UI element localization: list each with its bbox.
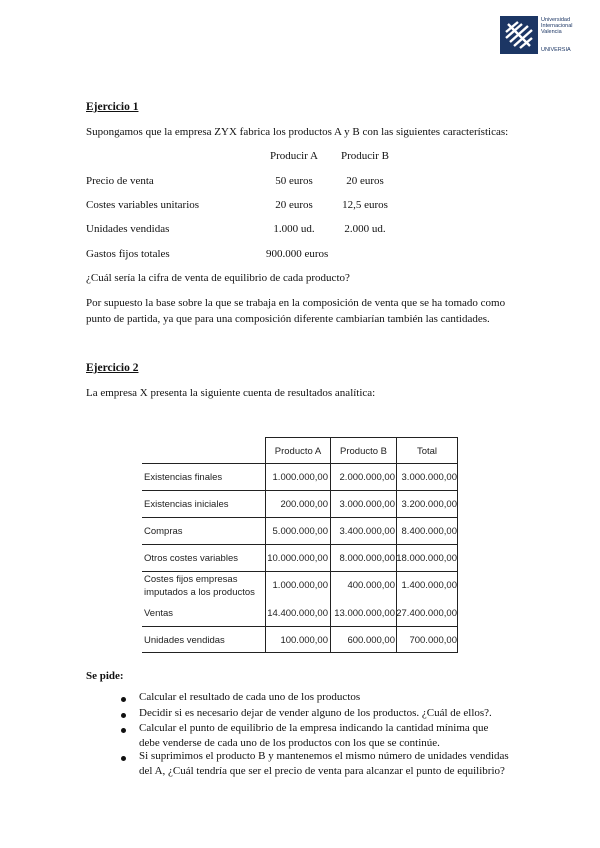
bullet-icon bbox=[121, 756, 126, 761]
ex2-header-product-b: Producto B bbox=[340, 446, 387, 457]
bullet-icon bbox=[121, 697, 126, 702]
ex1-row-label: Unidades vendidas bbox=[86, 223, 170, 235]
ex1-row-a-value: 20 euros bbox=[275, 199, 313, 211]
task-item-line-2: del A, ¿Cuál tendría que ser el precio de venta para alcanzar el punto de equilibrio? bbox=[139, 765, 505, 777]
ex2-cell-total: 700.000,00 bbox=[409, 635, 457, 646]
ex1-intro: Supongamos que la empresa ZYX fabrica los productos A y B con las siguientes características: bbox=[86, 126, 509, 138]
ex1-row-b-value: 12,5 euros bbox=[342, 199, 388, 211]
ex2-row-label: Ventas bbox=[144, 608, 174, 619]
task-item: Calcular el resultado de cada uno de los productos bbox=[139, 691, 361, 703]
ex2-cell-b: 3.400.000,00 bbox=[339, 526, 395, 537]
ex1-title: Ejercicio 1 bbox=[86, 101, 139, 113]
ex2-cell-b: 600.000,00 bbox=[347, 635, 395, 646]
logo-tag: UNIVERSIA bbox=[541, 47, 571, 53]
ex2-cell-a: 5.000.000,00 bbox=[272, 526, 328, 537]
ex1-fixed-costs-value: 900.000 euros bbox=[266, 248, 329, 260]
ex1-col-a-header: Producir A bbox=[270, 150, 318, 162]
tasks-title: Se pide: bbox=[86, 670, 124, 682]
ex2-cell-a: 100.000,00 bbox=[280, 635, 328, 646]
ex2-cell-a: 1.000.000,00 bbox=[272, 580, 328, 591]
ex2-cell-a: 1.000.000,00 bbox=[272, 472, 328, 483]
ex2-cell-total: 18.000.000,00 bbox=[396, 553, 457, 564]
ex2-row-label: Compras bbox=[144, 526, 183, 537]
ex2-row-label: Otros costes variables bbox=[144, 553, 238, 564]
ex2-cell-total: 27.400.000,00 bbox=[396, 608, 457, 619]
ex1-col-b-header: Producir B bbox=[341, 150, 389, 162]
logo-mark-icon bbox=[500, 16, 538, 54]
ex1-row-b-value: 2.000 ud. bbox=[344, 223, 386, 235]
logo-line-2: Internacional bbox=[541, 23, 573, 29]
bullet-icon bbox=[121, 728, 126, 733]
ex2-cell-b: 400.000,00 bbox=[347, 580, 395, 591]
ex1-row-b-value: 20 euros bbox=[346, 175, 384, 187]
ex1-note-line-2: punto de partida, ya que para una composición diferente cambiarían también las cantidades. bbox=[86, 313, 490, 325]
ex2-cell-a: 14.400.000,00 bbox=[267, 608, 328, 619]
ex1-question: ¿Cuál sería la cifra de venta de equilibrio de cada producto? bbox=[86, 272, 350, 284]
ex1-note-line-1: Por supuesto la base sobre la que se trabaja en la composición de venta que se ha tomado como bbox=[86, 297, 506, 309]
task-item-line-1: Si suprimimos el producto B y mantenemos el mismo número de unidades vendidas bbox=[139, 750, 509, 762]
ex1-row-a-value: 1.000 ud. bbox=[273, 223, 315, 235]
ex1-row-label: Costes variables unitarios bbox=[86, 199, 200, 211]
ex2-row-label: Existencias iniciales bbox=[144, 499, 229, 510]
task-item-line-1: Calcular el punto de equilibrio de la empresa indicando la cantidad mínima que bbox=[139, 722, 489, 734]
ex2-cell-b: 13.000.000,00 bbox=[334, 608, 395, 619]
ex2-header-total: Total bbox=[416, 446, 438, 457]
ex1-row-a-value: 50 euros bbox=[275, 175, 313, 187]
ex2-row-label-line-2: imputados a los productos bbox=[144, 587, 255, 598]
ex2-cell-a: 200.000,00 bbox=[280, 499, 328, 510]
ex1-fixed-costs-label: Gastos fijos totales bbox=[86, 248, 170, 260]
logo-line-3: Valencia bbox=[541, 29, 562, 35]
ex2-cell-total: 3.000.000,00 bbox=[401, 472, 457, 483]
ex2-cell-total: 1.400.000,00 bbox=[401, 580, 457, 591]
ex2-intro: La empresa X presenta la siguiente cuenta de resultados analítica: bbox=[86, 387, 376, 399]
ex1-row-label: Precio de venta bbox=[86, 175, 154, 187]
ex2-row-label: Unidades vendidas bbox=[144, 635, 225, 646]
ex2-cell-b: 8.000.000,00 bbox=[339, 553, 395, 564]
logo-line-1: Universidad bbox=[541, 17, 571, 23]
ex2-header-product-a: Producto A bbox=[274, 446, 322, 457]
university-logo bbox=[500, 16, 538, 54]
bullet-icon bbox=[121, 713, 126, 718]
ex2-row-label: Existencias finales bbox=[144, 472, 223, 483]
ex2-title: Ejercicio 2 bbox=[86, 362, 139, 374]
task-item-line-2: debe venderse de cada uno de los productos con los que se continúe. bbox=[139, 737, 440, 749]
ex2-cell-total: 3.200.000,00 bbox=[401, 499, 457, 510]
ex2-cell-b: 2.000.000,00 bbox=[339, 472, 395, 483]
ex2-cell-a: 10.000.000,00 bbox=[267, 553, 328, 564]
task-item: Decidir si es necesario dejar de vender alguno de los productos. ¿Cuál de ellos?. bbox=[139, 707, 492, 719]
ex2-row-label-line-1: Costes fijos empresas bbox=[144, 574, 238, 585]
ex2-cell-total: 8.400.000,00 bbox=[401, 526, 457, 537]
ex2-cell-b: 3.000.000,00 bbox=[339, 499, 395, 510]
